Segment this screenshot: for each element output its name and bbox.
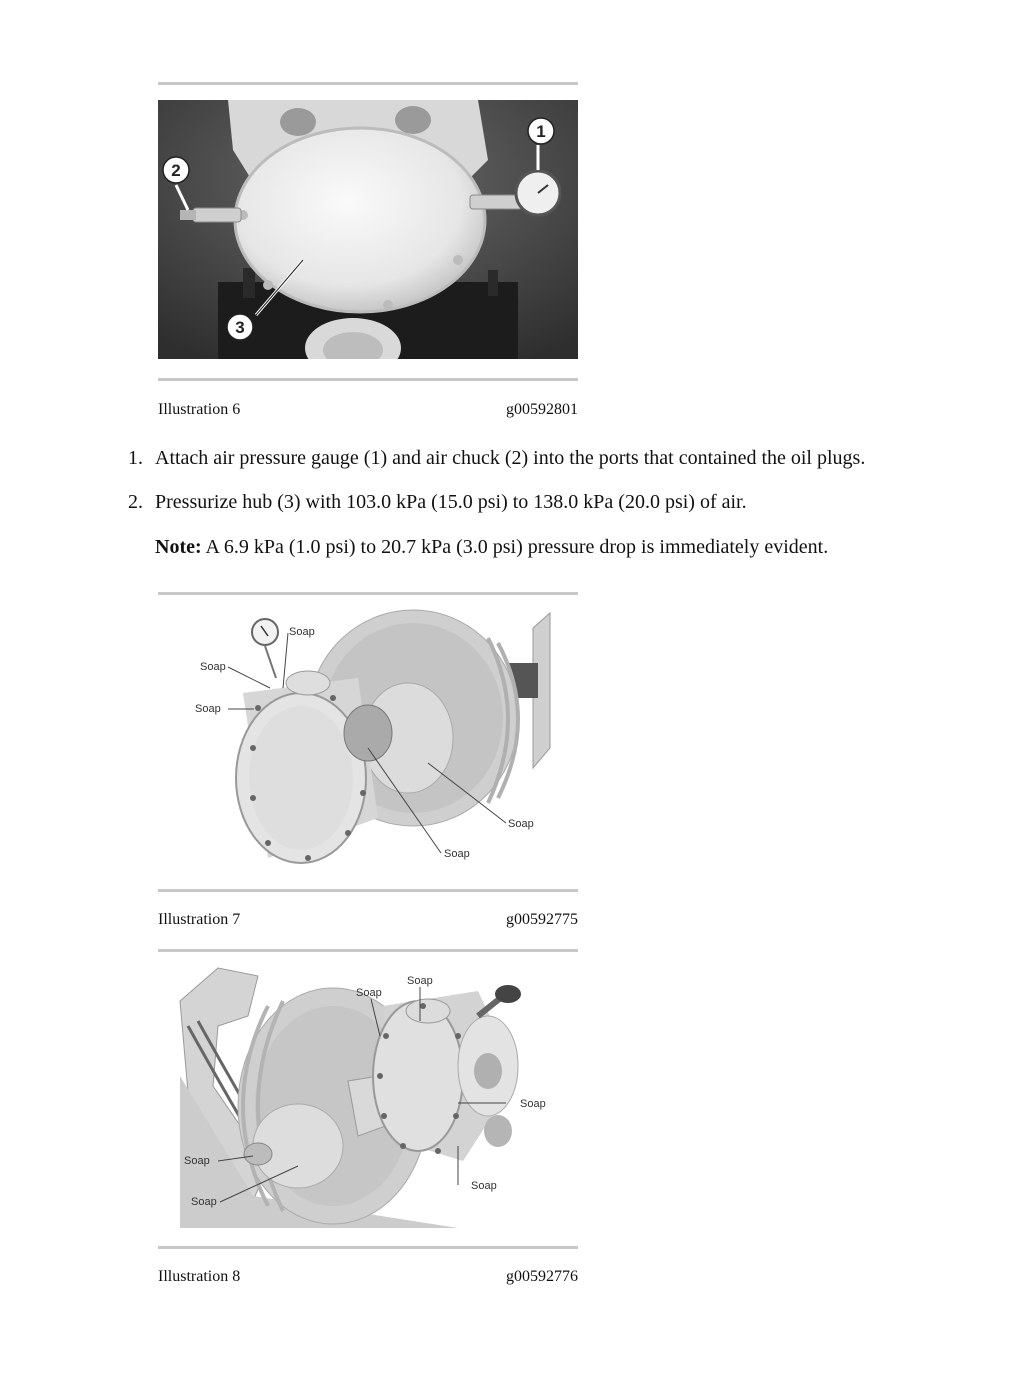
caption-graphic-id: g00592776 bbox=[506, 1268, 578, 1285]
figure-top-rule bbox=[158, 592, 578, 595]
soap-label: Soap bbox=[191, 1196, 217, 1208]
soap-label: Soap bbox=[508, 818, 534, 830]
callout-number-3: 3 bbox=[235, 318, 245, 337]
figure-bottom-rule bbox=[158, 378, 578, 381]
illustration-7-caption bbox=[158, 911, 578, 929]
illustration-8-image bbox=[158, 966, 578, 1228]
figure-bottom-rule bbox=[158, 1246, 578, 1249]
caption-graphic-id: g00592775 bbox=[506, 911, 578, 928]
illustration-7-image bbox=[158, 608, 578, 870]
callout-number-2: 2 bbox=[171, 161, 181, 180]
figure-bottom-rule bbox=[158, 889, 578, 892]
step-text: Attach air pressure gauge (1) and air chuck (2) into the ports that contained the oil plugs. bbox=[155, 447, 866, 469]
soap-label: Soap bbox=[407, 975, 433, 987]
caption-label: Illustration 7 bbox=[158, 911, 241, 928]
illustration-8-caption bbox=[158, 1268, 578, 1286]
soap-label: Soap bbox=[200, 661, 226, 673]
soap-label: Soap bbox=[444, 848, 470, 860]
step-number: 1. bbox=[128, 447, 143, 469]
step-number: 2. bbox=[128, 491, 143, 513]
soap-label: Soap bbox=[184, 1155, 210, 1167]
note-label: Note: bbox=[155, 536, 202, 558]
caption-label: Illustration 6 bbox=[158, 401, 241, 418]
figure-top-rule bbox=[158, 82, 578, 85]
soap-label: Soap bbox=[356, 987, 382, 999]
soap-label: Soap bbox=[471, 1180, 497, 1192]
step-2 bbox=[128, 491, 747, 514]
soap-label: Soap bbox=[195, 703, 221, 715]
step-text: Pressurize hub (3) with 103.0 kPa (15.0 psi) to 138.0 kPa (20.0 psi) of air. bbox=[155, 491, 747, 513]
note-text: A 6.9 kPa (1.0 psi) to 20.7 kPa (3.0 psi) pressure drop is immediately evident. bbox=[201, 536, 829, 558]
caption-graphic-id: g00592801 bbox=[506, 401, 578, 418]
soap-label: Soap bbox=[520, 1098, 546, 1110]
note bbox=[155, 536, 828, 559]
caption-label: Illustration 8 bbox=[158, 1268, 241, 1285]
step-1 bbox=[128, 447, 865, 470]
illustration-6-caption bbox=[158, 401, 578, 419]
illustration-6-image bbox=[158, 100, 578, 359]
callout-number-1: 1 bbox=[536, 122, 546, 141]
figure-top-rule bbox=[158, 949, 578, 952]
soap-label: Soap bbox=[289, 626, 315, 638]
